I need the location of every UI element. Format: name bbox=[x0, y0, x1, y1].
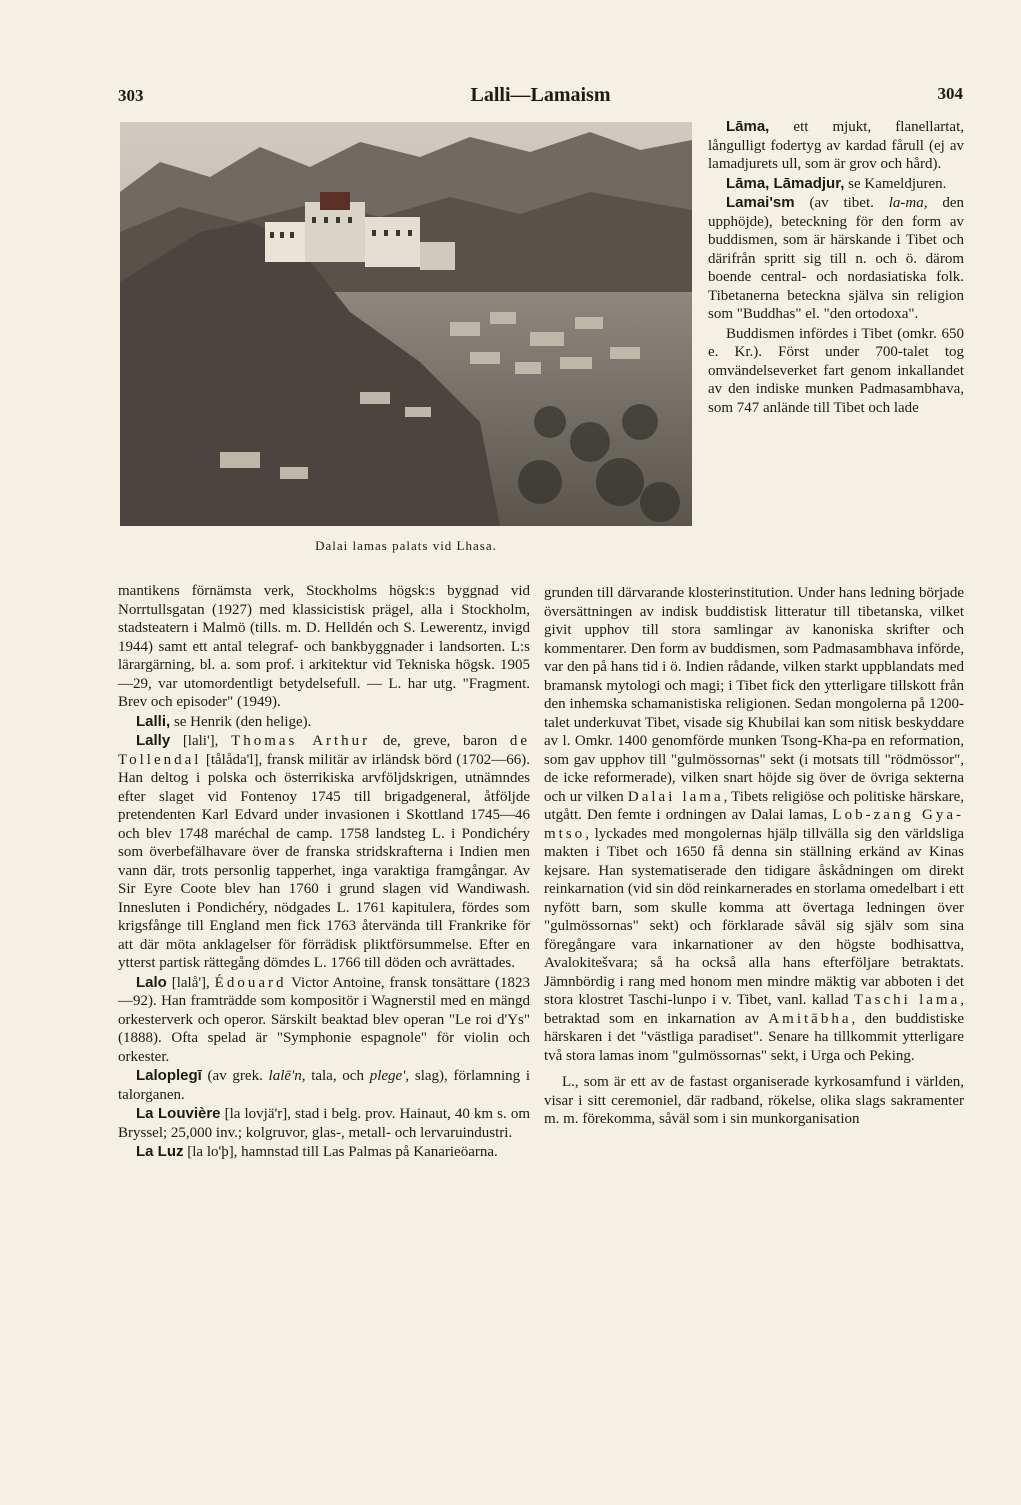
headword: La Louvière bbox=[136, 1105, 221, 1122]
headword: Lāma, bbox=[726, 118, 770, 135]
running-head: Lalli—Lamaism bbox=[470, 84, 611, 106]
entry-lamaism: Lamai'sm (av tibet. la-ma, den upphöjde), beteckning för den form av buddismen, som är härskande i Tibet och därifrån spritt sig till n. och ö. därom boende central- och nordasiatiska folk. Tibetanerna beteckna själva sin religion som "Buddhas" el. "den ortodoxa". bbox=[708, 194, 964, 322]
entry-la-luz: La Luz [la lo'þ], hamnstad till Las Palmas på Kanarieöarna. bbox=[136, 1143, 498, 1160]
lamaism-history-start: Buddismen infördes i Tibet (omkr. 650 e. Kr.). Först under 700-talet tog omvändelseverket fart genom inkallandet av den indiske munken Padmasambhava, som 747 anlände till Tibet och lade bbox=[708, 325, 964, 416]
palace-photo bbox=[120, 122, 692, 526]
entry-lama-fabric: Lāma, ett mjukt, flanellartat, långulligt fodertyg av kardad fårull (ej av lamadjurets ull, som är grov och hård). bbox=[708, 118, 964, 172]
figure-caption: Dalai lamas palats vid Lhasa. bbox=[315, 538, 497, 553]
entry-continued: mantikens förnämsta verk, Stockholms högsk:s byggnad vid Norrtullsgatan (1927) med klassicistisk prägel, alla i Stockholm, stadsteatern i Malmö (tills. m. D. Helldén och S. Lewerentz, invigd 1944) samt ett antal telegraf- och bankbyggnader i landsorten. L:s lärargärning, bl. a. som prof. i arkitektur vid Tekniska högsk. 1905 —29, var utomordentligt betydelsefull. — L. har utg. "Fragment. Brev och episoder" (1949). bbox=[118, 583, 530, 710]
right-column-top bbox=[708, 118, 964, 417]
entry-lalli: Lalli, se Henrik (den helige). bbox=[136, 712, 312, 730]
headword: Lally bbox=[136, 732, 171, 749]
left-column bbox=[118, 582, 530, 1162]
page-number-right: 304 bbox=[937, 84, 963, 103]
headword: Lalli, bbox=[136, 712, 171, 730]
headword: La Luz bbox=[136, 1143, 184, 1160]
entry-lally: Lally [lali'], Thomas Arthur de, greve, baron de Tollendal [tålåda'l], fransk militär av irländsk börd (1702—66). Han deltog i polska och österrikiska arvföljdskrigen, utnämndes efter slaget vid Fontenoy 1745 till brigadgeneral, åtföljde pretendenten Karl Edvard under invasionen i Skottland 1745—46 och blev 1748 maréchal de camp. 1758 landsteg L. i Pondichéry som överbefälhavare över de franska stridskrafterna i Indien men vann där, trots personlig tapperhet, inga varaktiga framgångar. Av Sir Eyre Coote blev han 1760 i grund slagen vid Wandiwash. Innesluten i Pondichéry, nödgades L. 1761 kapitulera, fördes som krigsfånge till England men fick 1763 återvända till Frankrike för att där möta anklagelser för förrädisk pliktförsummelse. Efter en ytterst partisk rättegång dömdes L. 1766 till döden och avrättades. bbox=[118, 732, 530, 971]
photo-illustration bbox=[120, 122, 692, 526]
headword: Laloplegī bbox=[136, 1067, 202, 1084]
page-number-left: 303 bbox=[118, 86, 144, 105]
entry-la-louviere: La Louvière [la lovjä'r], stad i belg. prov. Hainaut, 40 km s. om Bryssel; 25,000 inv.; kolgruvor, glas-, metall- och lervaruindustri. bbox=[118, 1105, 530, 1141]
headword: Lāma, Lāmadjur, bbox=[726, 174, 845, 192]
lamaism-history: grunden till därvarande klosterinstitution. Under hans ledning började översättningen av indisk buddistisk litteratur till tibetanska, vilket givit upphov till stora samlingar av kanoniska skrifter och kommentarer. Den form av buddismen, som Padmasambhava införde, var den på hans tid i ö. Indien rådande, vilken starkt uppblandats med bramansk mytologi och magi; i Tibet fick den ytterligare tillskott från den inhemska schamanistiska religionen. Sedan mongolerna på 1200-talet underkuvat Tibet, visade sig Khubilai kan som nitisk beskyddare av l. Omkr. 1400 genomförde munken Tsong-Kha-pa en reformation, som gav upphov till "gulmössornas" sekt (i motsats till "rödmössor", de icke reformerade), vilken snart höjde sig över de övriga sekterna och ur vilken Dalai lama, Tibets religiöse och politiske härskare, utgått. Den femte i ordningen av Dalai lamas, Lob-zang Gya-mtso, lyckades med mongolernas hjälp tillvälla sig den världsliga makten i Tibet och 1650 få denna sin ställning erkänd av Kinas kejsare. Han systematiserade den tidigare åskådningen om direkt reinkarnation (vid sin död reinkarnerades en storlama omedelbart i ett nyfött barn, som skulle komma att övertaga ledningen över "gulmössornas" sekt) och förklarade såväl sig själv som sina föregångare vara inkarnationer av den högste bodhisattva, Avalokitešvara; så ha också alla hans efterföljare betraktats. Jämnbördig i rang med honom men mindre mäktig var abboten i det stora klostret Taschi-lunpo i v. Tibet, vanl. kallad Taschi lama, betraktad som en inkarnation av Amitābha, den buddistiske härskaren i det "västliga paradiset". Senare ha tillkommit ytterligare två stora lamas inom "gulmössornas" sekt, i Urga och Peking. bbox=[544, 585, 965, 1064]
entry-lalo: Lalo [lalå'], Édouard Victor Antoine, fransk tonsättare (1823—92). Han framträdde som kompositör i Wagnerstil med en mängd orkesterverk och operor. Särskilt beaktad blev operan "Le roi d'Ys" (1888). Ofta spelad är "Symphonie espagnole" för violin och orkester. bbox=[118, 973, 531, 1065]
entry-lama-animal: Lāma, Lāmadjur, se Kameldjuren. bbox=[726, 174, 947, 192]
headword: Lalo bbox=[136, 973, 167, 991]
lamaism-organisation: L., som är ett av de fastast organiserade kyrkosamfund i världen, visar i sitt ceremoniel, där radband, rökelse, olika slags sakramenter m. m. förekomma, såväl som i sin munkorganisation bbox=[544, 1074, 964, 1127]
page-header bbox=[118, 82, 963, 112]
entry-laloplegi: Laloplegī (av grek. lalē'n, tala, och plege', slag), förlamning i talorganen. bbox=[118, 1067, 530, 1103]
headword: Lamai'sm bbox=[726, 194, 795, 211]
right-column-bottom bbox=[544, 584, 964, 1129]
